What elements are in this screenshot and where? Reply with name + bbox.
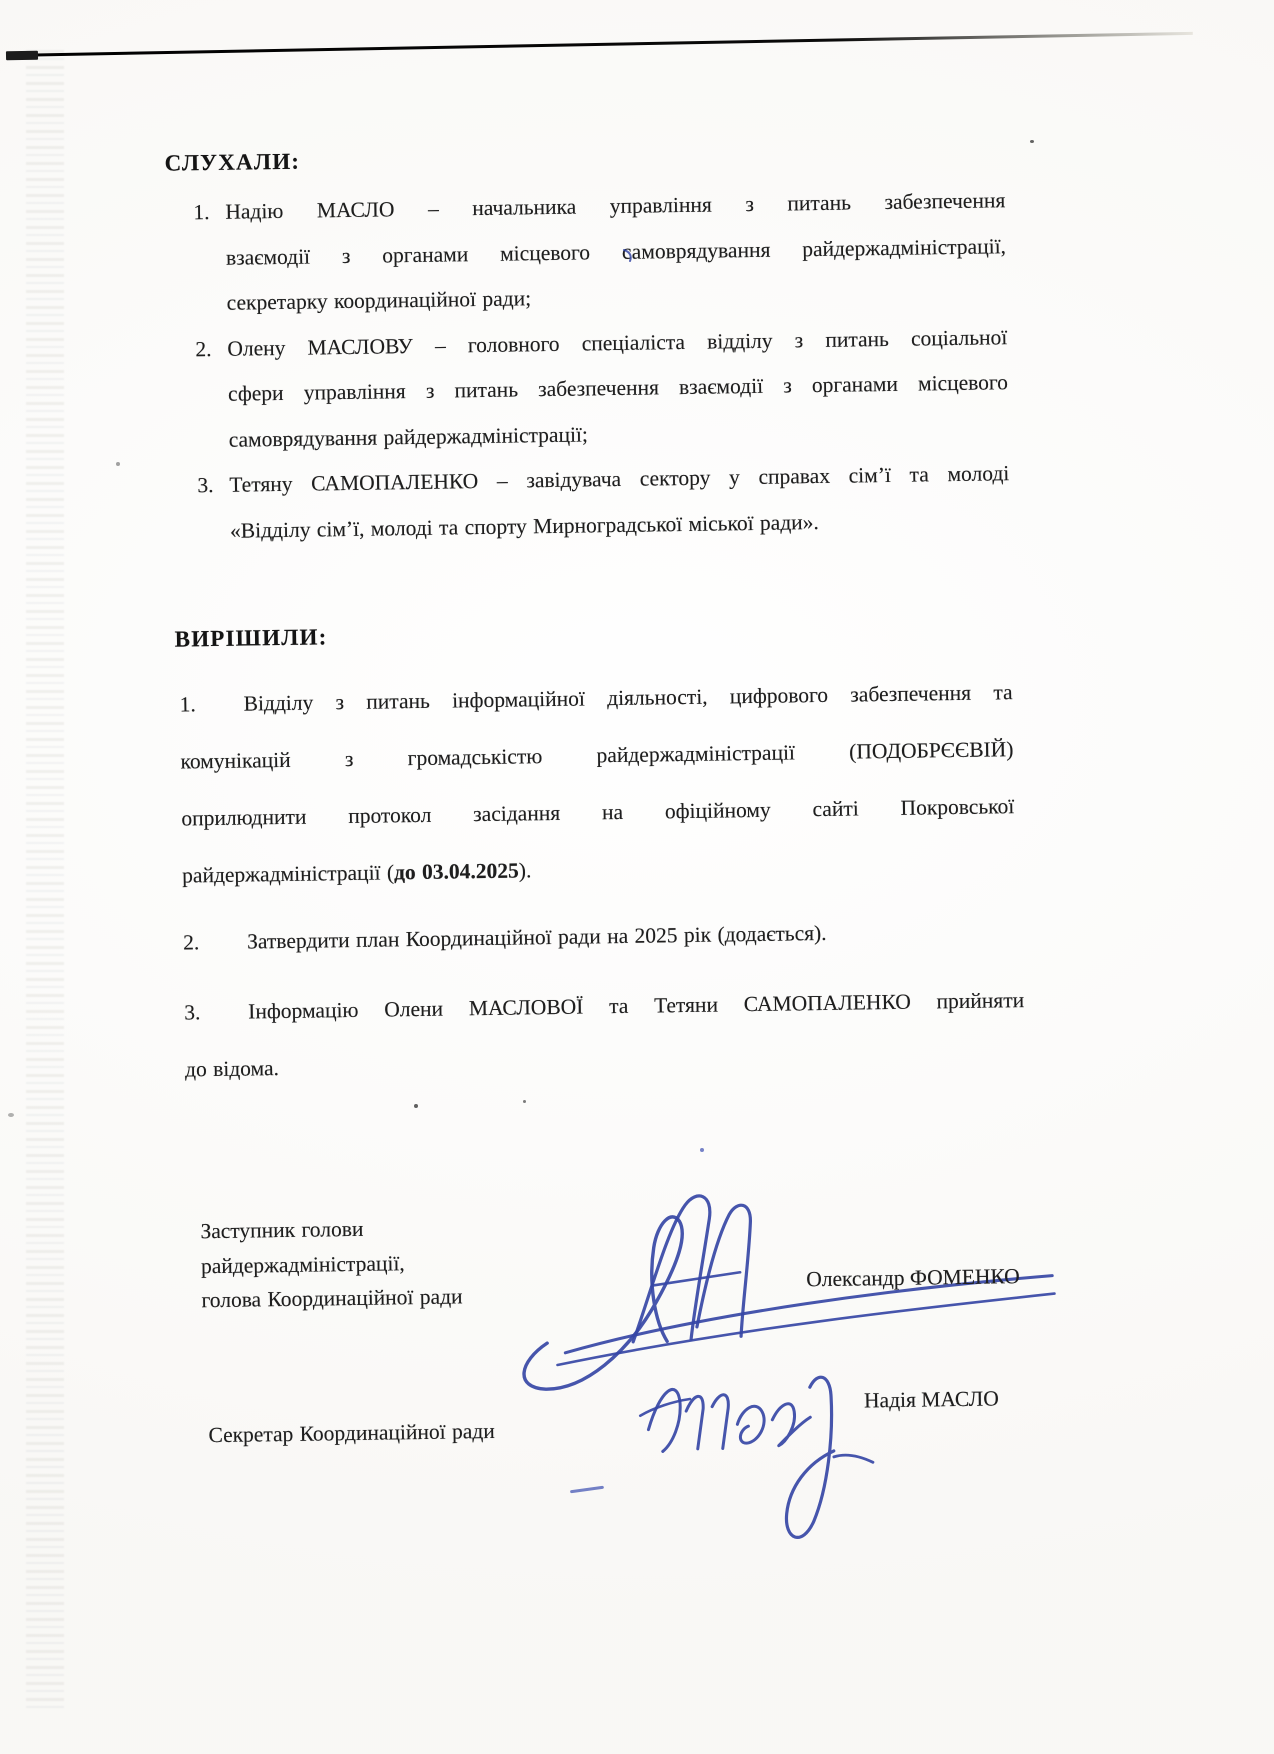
text-line: секретарку координаційної ради; (226, 286, 532, 315)
text-line: Інформацію Олени МАСЛОВОЇ та Тетяни САМОПАЛЕНКО прийняти (248, 988, 1025, 1024)
text-line (182, 835, 1016, 904)
heard-item-number: 1. (193, 200, 210, 225)
heard-item-text (225, 178, 1007, 326)
text-line: до відома. (184, 1056, 280, 1082)
ink-speck (1030, 140, 1034, 143)
title-line: райдержадміністрації, (200, 1250, 405, 1278)
text-line: оприлюднити протокол засідання на офіційному сайті Покровської (181, 794, 1015, 831)
title-line: Заступник голови (200, 1216, 364, 1244)
text-line: сфери управління з питань забезпечення взаємодії з органами місцевого (227, 370, 1009, 406)
signatory-name-fomenko: Олександр ФОМЕНКО (806, 1264, 1020, 1292)
text-line: Надію МАСЛО – начальника управління з питань забезпечення (225, 188, 1006, 224)
heard-item-number: 2. (195, 336, 212, 361)
heard-item-text (229, 451, 1010, 554)
text-line: Відділу з питань інформаційної діяльності, цифрового забезпечення та (243, 680, 1013, 716)
text-line: Затвердити план Координаційної ради на 2025 рік (додається). (246, 920, 827, 954)
text-segment: ). (518, 858, 532, 883)
signatory-title-fomenko (200, 1210, 463, 1317)
decided-item-2 (183, 902, 1017, 971)
ink-speck (8, 1113, 14, 1117)
ink-speck (116, 462, 120, 466)
ink-speck (700, 1148, 704, 1152)
deadline-date: до 03.04.2025 (393, 858, 519, 885)
signature-maslo (634, 1364, 892, 1568)
ink-speck (523, 1100, 526, 1103)
title-line: Секретар Координаційної ради (208, 1418, 495, 1448)
decided-item-1 (179, 664, 1015, 904)
text-line: самоврядування райдержадміністрації; (228, 421, 589, 452)
heard-item-2 (195, 315, 1009, 464)
heard-item-number: 3. (197, 472, 214, 498)
heard-list (193, 178, 1010, 554)
text-line: комунікацій з громадськістю райдержадміністрації (ПОДОБРЄЄВІЙ) (180, 737, 1014, 774)
text-line: Тетяну САМОПАЛЕНКО – завідувача сектору у справах сім’ї та молоді (229, 461, 1010, 497)
text-line: «Відділу сім’ї, молоді та спорту Мирноградської міської ради». (229, 509, 819, 543)
ink-tick-mark (622, 248, 634, 262)
decided-item-number: 2. (182, 930, 200, 955)
heard-item-1 (193, 178, 1007, 327)
ink-speck (414, 1104, 418, 1108)
decided-item-number: 3. (184, 1000, 201, 1025)
text-segment: райдержадміністрації ( (182, 860, 395, 888)
decided-item-number: 1. (179, 692, 196, 717)
signatory-title-maslo (208, 1414, 495, 1453)
text-line: взаємодії з органами місцевого самоврядування райдержадміністрації, (225, 233, 1007, 270)
heard-item-3 (197, 451, 1010, 554)
decided-item-first-line (183, 902, 1017, 971)
heard-heading: СЛУХАЛИ: (164, 148, 301, 176)
signatory-name-maslo: Надія МАСЛО (863, 1386, 999, 1413)
decided-heading: ВИРІШИЛИ: (174, 624, 328, 652)
heard-item-text (227, 315, 1009, 463)
text-line: Олену МАСЛОВУ – головного спеціаліста відділу з питань соціальної (227, 324, 1008, 361)
decided-item-3 (184, 972, 1026, 1098)
title-line: голова Координаційної ради (201, 1284, 463, 1313)
